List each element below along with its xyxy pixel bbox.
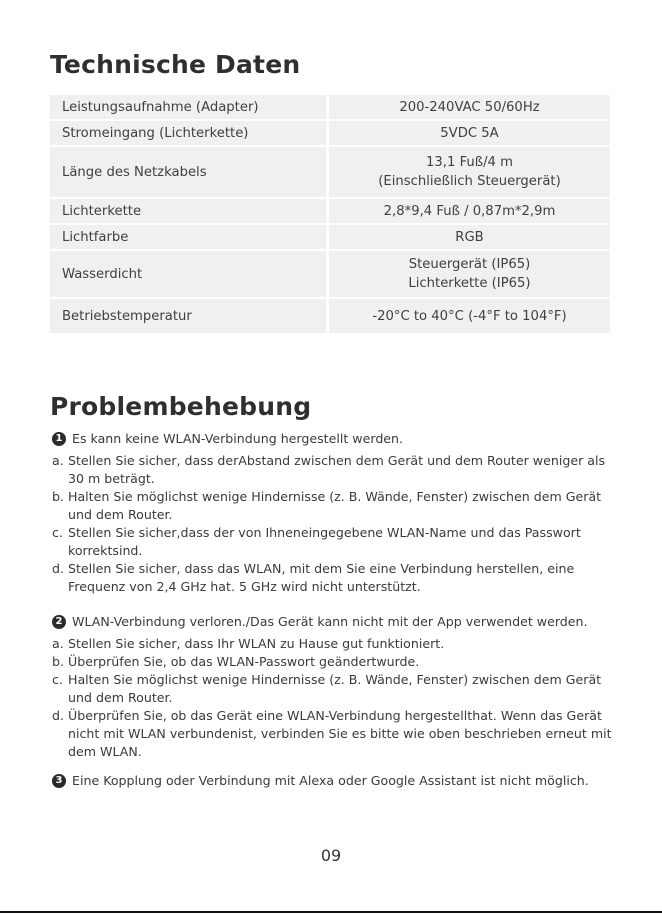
spec-row xyxy=(50,225,610,249)
step-letter: b. xyxy=(52,654,64,669)
trouble-section-2 xyxy=(52,613,612,761)
spec-value-line: Steuergerät (IP65) xyxy=(408,257,531,272)
spec-row xyxy=(50,199,610,223)
step-letter: b. xyxy=(52,489,64,504)
section-heading-text: Eine Kopplung oder Verbindung mit Alexa oder Google Assistant ist nicht möglich. xyxy=(72,773,589,788)
section-heading xyxy=(52,772,612,790)
spec-label: Länge des Netzkabels xyxy=(50,147,326,197)
spec-label: Betriebstemperatur xyxy=(50,299,326,333)
spec-label: Leistungsaufnahme (Adapter) xyxy=(50,95,326,119)
specs-title: Technische Daten xyxy=(50,50,301,79)
number-2-icon: 2 xyxy=(52,615,66,629)
section-heading-text: WLAN-Verbindung verloren./Das Gerät kann nicht mit der App verwendet werden. xyxy=(72,614,588,629)
spec-row xyxy=(50,251,610,297)
list-item xyxy=(52,452,612,488)
list-item xyxy=(52,707,612,761)
spec-row xyxy=(50,299,610,333)
spec-value-line: -20°C to 40°C (-4°F to 104°F) xyxy=(372,308,567,324)
step-text: Stellen Sie sicher, dass Ihr WLAN zu Hause gut funktioniert. xyxy=(68,636,445,651)
spec-value-line: 13,1 Fuß/4 m xyxy=(426,155,513,170)
spec-value-line: RGB xyxy=(455,229,484,245)
spec-value-line: 5VDC 5A xyxy=(440,125,499,141)
spec-value xyxy=(329,299,610,333)
trouble-section-1 xyxy=(52,430,612,596)
spec-value-line: 200-240VAC 50/60Hz xyxy=(399,99,540,115)
spec-row xyxy=(50,147,610,197)
spec-value-line: (Einschließlich Steuergerät) xyxy=(378,174,561,189)
step-text: Stellen Sie sicher, dass das WLAN, mit dem Sie eine Verbindung herstellen, eine Frequenz von 2,4 GHz hat. 5 GHz wird nicht unterstützt. xyxy=(68,561,575,594)
spec-label: Stromeingang (Lichterkette) xyxy=(50,121,326,145)
step-list xyxy=(52,635,612,761)
section-heading xyxy=(52,430,612,448)
step-text: Halten Sie möglichst wenige Hindernisse (z. B. Wände, Fenster) zwischen dem Gerät und dem Router. xyxy=(68,672,602,705)
step-text: Stellen Sie sicher, dass derAbstand zwischen dem Gerät und dem Router weniger als 30 m beträgt. xyxy=(68,453,606,486)
spec-value xyxy=(329,95,610,119)
list-item xyxy=(52,671,612,707)
specs-table xyxy=(50,95,610,335)
step-letter: a. xyxy=(52,636,64,651)
list-item xyxy=(52,560,612,596)
step-list xyxy=(52,452,612,596)
list-item xyxy=(52,524,612,560)
spec-value-line: Lichterkette (IP65) xyxy=(408,276,531,291)
list-item xyxy=(52,653,612,671)
spec-value-line: 2,8*9,4 Fuß / 0,87m*2,9m xyxy=(383,203,556,219)
spec-value xyxy=(329,225,610,249)
step-letter: a. xyxy=(52,453,64,468)
list-item xyxy=(52,488,612,524)
spec-value xyxy=(329,147,610,197)
spec-label: Lichtfarbe xyxy=(50,225,326,249)
step-letter: c. xyxy=(52,672,63,687)
spec-label: Lichterkette xyxy=(50,199,326,223)
step-letter: c. xyxy=(52,525,63,540)
trouble-section-3 xyxy=(52,772,612,790)
number-3-icon: 3 xyxy=(52,774,66,788)
step-text: Halten Sie möglichst wenige Hindernisse (z. B. Wände, Fenster) zwischen dem Gerät und dem Router. xyxy=(68,489,602,522)
bottom-rule xyxy=(0,911,662,913)
spec-label: Wasserdicht xyxy=(50,251,326,297)
section-heading xyxy=(52,613,612,631)
troubleshooting-title: Problembehebung xyxy=(50,392,312,421)
step-text: Stellen Sie sicher,dass der von Ihneneingegebene WLAN-Name und das Passwort korrektsind. xyxy=(68,525,581,558)
step-text: Überprüfen Sie, ob das WLAN-Passwort geändertwurde. xyxy=(68,654,420,669)
spec-row xyxy=(50,95,610,119)
step-letter: d. xyxy=(52,561,64,576)
spec-row xyxy=(50,121,610,145)
section-heading-text: Es kann keine WLAN-Verbindung hergestellt werden. xyxy=(72,431,404,446)
list-item xyxy=(52,635,612,653)
spec-value xyxy=(329,121,610,145)
step-text: Überprüfen Sie, ob das Gerät eine WLAN-Verbindung hergestellthat. Wenn das Gerät nicht mit WLAN verbundenist, verbinden Sie es bitte wie oben beschrieben erneut mit dem WLAN. xyxy=(68,708,612,759)
spec-value xyxy=(329,199,610,223)
page-number: 09 xyxy=(320,846,342,865)
number-1-icon: 1 xyxy=(52,432,66,446)
spec-value xyxy=(329,251,610,297)
step-letter: d. xyxy=(52,708,64,723)
